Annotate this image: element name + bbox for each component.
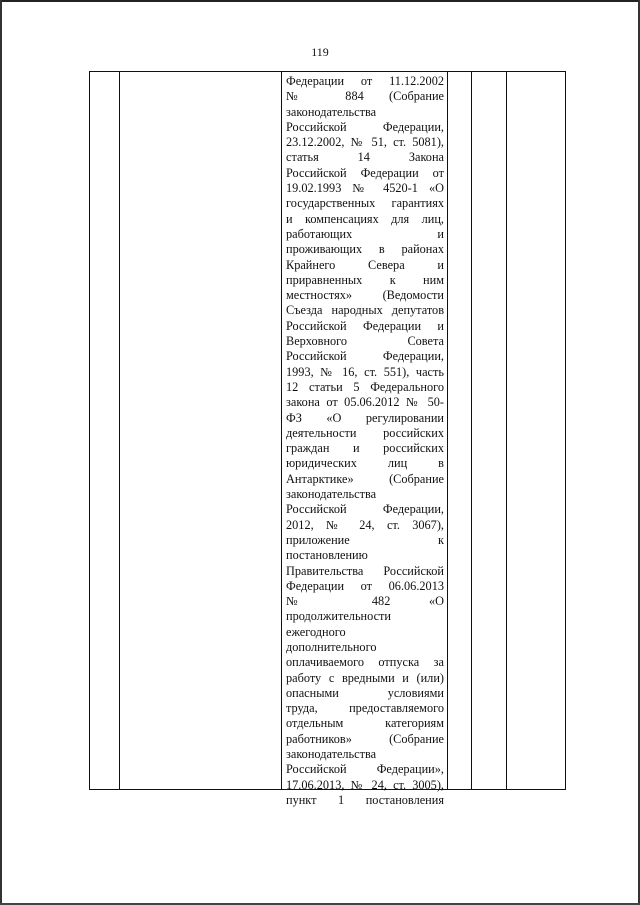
text-line: пункт 1 постановления — [286, 792, 444, 807]
text-line: работников» (Собрание — [286, 731, 444, 746]
text-line: 1993, № 16, ст. 551), часть — [286, 364, 444, 379]
page-number: 119 — [311, 45, 329, 59]
text-line: 2012, № 24, ст. 3067), — [286, 517, 444, 532]
text-line: государственных гарантиях — [286, 196, 444, 211]
text-line: и компенсациях для лиц, — [286, 211, 444, 226]
text-line: работающих и — [286, 226, 444, 241]
text-line: 23.12.2002, № 51, ст. 5081), — [286, 135, 444, 150]
text-line: приравненных к ним — [286, 272, 444, 287]
text-line: оплачиваемого отпуска за — [286, 655, 444, 670]
text-line: проживающих в районах — [286, 242, 444, 257]
text-line: Верховного Совета — [286, 334, 444, 349]
text-line: продолжительности — [286, 609, 392, 624]
text-line: местностях» (Ведомости — [286, 288, 444, 303]
text-line: 19.02.1993 № 4520-1 «О — [286, 181, 444, 196]
text-line: 12 статьи 5 Федерального — [286, 379, 444, 394]
table-column-divider — [471, 72, 472, 789]
legal-basis-cell — [286, 74, 444, 808]
text-line: № 884 (Собрание — [286, 89, 444, 104]
text-line: законодательства — [286, 104, 377, 119]
text-line: труда, предоставляемого — [286, 701, 444, 716]
text-line: Российской Федерации», — [286, 762, 444, 777]
text-line: Крайнего Севера и — [286, 257, 444, 272]
text-line: деятельности российских — [286, 425, 444, 440]
text-line: законодательства — [286, 747, 377, 762]
text-line: № 482 «О — [286, 594, 444, 609]
scan-edge-left — [0, 0, 2, 905]
text-line: Российской Федерации, — [286, 349, 444, 364]
scan-edge-top — [0, 0, 640, 2]
text-line: 17.06.2013, № 24, ст. 3005), — [286, 777, 444, 792]
text-line: отдельным категориям — [286, 716, 444, 731]
text-line: приложение к — [286, 532, 444, 547]
table-column-divider — [506, 72, 507, 789]
text-line: Российской Федерации, — [286, 119, 444, 134]
text-line: работу с вредными и (или) — [286, 670, 444, 685]
text-line: дополнительного — [286, 639, 377, 654]
text-line: ежегодного — [286, 624, 346, 639]
text-line: юридических лиц в — [286, 456, 444, 471]
table-column-divider — [281, 72, 282, 789]
text-line: граждан и российских — [286, 441, 444, 456]
text-line: Съезда народных депутатов — [286, 303, 444, 318]
text-line: Российской Федерации, — [286, 502, 444, 517]
text-line: ФЗ «О регулировании — [286, 410, 444, 425]
text-line: Антарктике» (Собрание — [286, 471, 444, 486]
text-line: Российской Федерации от — [286, 165, 444, 180]
text-line: закона от 05.06.2012 № 50- — [286, 395, 444, 410]
table-column-divider — [119, 72, 120, 789]
legal-table — [89, 71, 566, 807]
text-line: законодательства — [286, 487, 377, 502]
text-line: Правительства Российской — [286, 563, 444, 578]
text-line: статья 14 Закона — [286, 150, 444, 165]
text-line: постановлению — [286, 548, 368, 563]
text-line: Российской Федерации и — [286, 318, 444, 333]
text-line: Федерации от 06.06.2013 — [286, 578, 444, 593]
table-column-divider — [447, 72, 448, 789]
text-line: Федерации от 11.12.2002 — [286, 74, 444, 88]
text-line: опасными условиями — [286, 685, 444, 700]
